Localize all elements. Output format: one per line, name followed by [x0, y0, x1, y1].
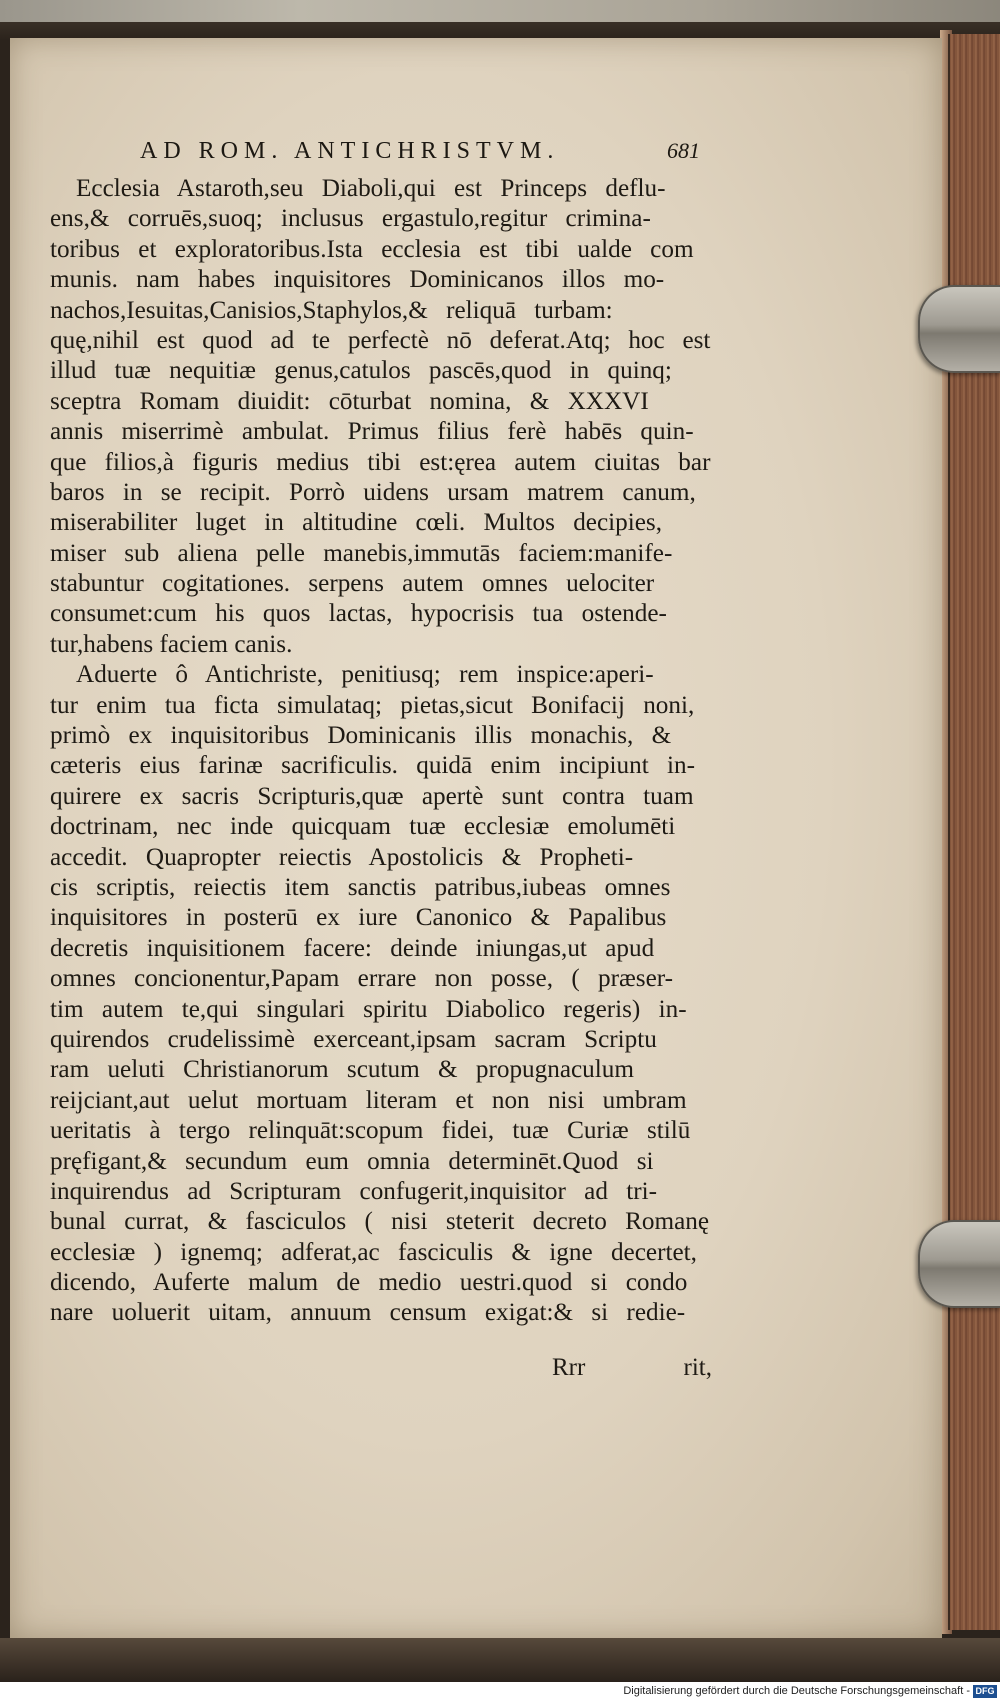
text-line: decretis inquisitionem facere: deinde iniungas,ut apud — [50, 934, 655, 962]
text-line: ecclesiæ ) ignemq; adferat,ac fasciculis & igne decertet, — [50, 1238, 697, 1266]
text-line: Aduerte ô Antichriste, penitiusq; rem inspice:aperi- — [76, 661, 654, 689]
text-line: ram ueluti Christianorum scutum & propugnaculum — [50, 1056, 634, 1084]
book-page-edges — [948, 34, 1000, 1630]
catchword: rit, — [683, 1354, 712, 1381]
footer-marks — [552, 1354, 712, 1384]
text-line: omnes concionentur,Papam errare non posse, ( præser- — [50, 965, 674, 993]
text-line: reijciant,aut uelut mortuam literam et non nisi umbram — [50, 1086, 687, 1114]
body-text — [50, 174, 710, 1329]
text-line: ens,& corruēs,suoq; inclusus ergastulo,regitur crimina- — [50, 205, 651, 233]
signature-mark: Rrr — [552, 1354, 586, 1381]
text-line: tur,habens faciem canis. — [50, 630, 293, 658]
text-line: inquisitores in posterū ex iure Canonico & Papalibus — [50, 904, 667, 932]
text-line: quirendos crudelissimè exerceant,ipsam sacram Scriptu — [50, 1025, 657, 1053]
text-line: toribus et exploratoribus.Ista ecclesia est tibi ualde com — [50, 235, 694, 263]
running-head — [140, 138, 700, 170]
text-line: cis scriptis, reiectis item sanctis patribus,iubeas omnes — [50, 873, 671, 901]
running-head-title: AD ROM. ANTICHRISTVM. — [140, 138, 560, 164]
text-line: doctrinam, nec inde quicquam tuæ ecclesiæ emolumēti — [50, 813, 676, 841]
digitization-footer — [0, 1682, 1000, 1702]
text-line: illud tuæ nequitiæ genus,catulos pascēs,quod in quinq; — [50, 357, 672, 385]
text-line: ueritatis à tergo relinquāt:scopum fidei, tuæ Curiæ stilū — [50, 1117, 691, 1145]
page-clip-bottom — [918, 1220, 1000, 1308]
text-line: primò ex inquisitoribus Dominicanis illis monachis, & — [50, 722, 672, 750]
text-line: baros in se recipit. Porrò uidens ursam matrem canum, — [50, 478, 696, 506]
scanner-bottom-strip — [0, 1638, 1000, 1682]
text-line: nachos,Iesuitas,Canisios,Staphylos,& reliquā turbam: — [50, 296, 613, 324]
scanner-top-strip — [0, 0, 1000, 22]
page-number: 681 — [667, 138, 700, 163]
text-line: consumet:cum his quos lactas, hypocrisis tua ostende- — [50, 600, 667, 628]
text-line: inquirendus ad Scripturam confugerit,inquisitor ad tri- — [50, 1177, 658, 1205]
text-line: stabuntur cogitationes. serpens autem omnes uelociter — [50, 570, 655, 598]
text-line: miser sub aliena pelle manebis,immutās faciem:manife- — [50, 539, 673, 567]
dfg-logo: DFG — [973, 1685, 997, 1698]
text-line: bunal currat, & fasciculos ( nisi steterit decreto Romanę — [50, 1208, 710, 1236]
text-line: sceptra Romam diuidit: cōturbat nomina, & XXXVI — [50, 387, 649, 415]
text-line: accedit. Quapropter reiectis Apostolicis & Propheti- — [50, 843, 634, 871]
page-clip-top — [918, 285, 1000, 373]
text-line: nare uoluerit uitam, annuum censum exigat:& si redie- — [50, 1299, 686, 1327]
text-line: dicendo, Auferte malum de medio uestri.quod si condo — [50, 1269, 688, 1297]
text-line: que filios,à figuris medius tibi est:ęrea autem ciuitas bar — [50, 448, 711, 476]
text-line: munis. nam habes inquisitores Dominicanos illos mo- — [50, 266, 665, 294]
digitization-credit: Digitalisierung gefördert durch die Deutsche Forschungsgemeinschaft - — [623, 1685, 970, 1697]
text-line: miserabiliter luget in altitudine cœli. Multos decipies, — [50, 509, 663, 537]
text-line: pręfigant,& secundum eum omnia determinēt.Quod si — [50, 1147, 654, 1175]
text-line: annis miserrimè ambulat. Primus filius ferè habēs quin- — [50, 418, 694, 446]
text-line: quirere ex sacris Scripturis,quæ apertè sunt contra tuam — [50, 782, 694, 810]
text-line: tim autem te,qui singulari spiritu Diabolico regeris) in- — [50, 995, 687, 1023]
text-line: Ecclesia Astaroth,seu Diaboli,qui est Princeps deflu- — [76, 175, 666, 202]
text-line: cæteris eius farinæ sacrificulis. quidā enim incipiunt in- — [50, 752, 695, 780]
text-line: quę,nihil est quod ad te perfectè nō deferat.Atq; hoc est — [50, 326, 711, 354]
text-line: tur enim tua ficta simulataq; pietas,sicut Bonifacij noni, — [50, 691, 695, 719]
